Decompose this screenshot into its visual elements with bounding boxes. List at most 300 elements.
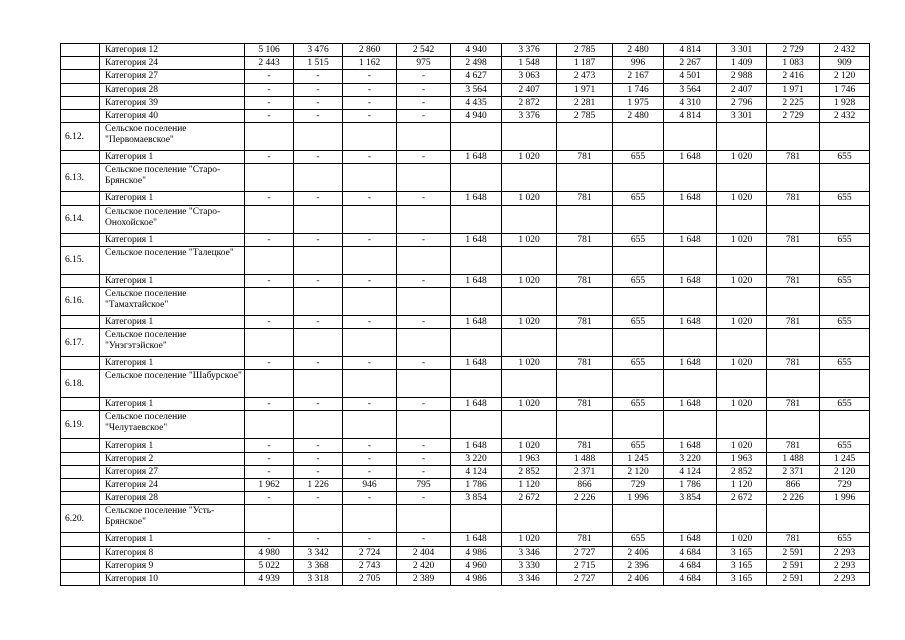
value-cell (451, 164, 502, 192)
row-number (61, 465, 100, 478)
table-row (61, 83, 870, 96)
value-cell: 781 (767, 315, 820, 328)
value-cell: 781 (557, 533, 613, 546)
value-cell: 781 (767, 533, 820, 546)
value-cell: 655 (820, 357, 870, 370)
value-cell: 655 (613, 274, 664, 287)
value-cell: - (397, 357, 451, 370)
value-cell (451, 123, 502, 151)
table-row (61, 274, 870, 287)
table-body (61, 44, 870, 586)
value-cell: - (343, 192, 397, 205)
table-row (61, 233, 870, 246)
value-cell (717, 164, 767, 192)
value-cell: 1 928 (820, 96, 870, 109)
value-cell: - (294, 192, 343, 205)
value-cell: 4 310 (664, 96, 717, 109)
value-cell: - (343, 109, 397, 122)
value-cell (767, 164, 820, 192)
value-cell: 655 (820, 192, 870, 205)
value-cell (245, 505, 294, 533)
value-cell: 1 020 (717, 233, 767, 246)
row-number (61, 151, 100, 164)
value-cell: 1 963 (717, 452, 767, 465)
value-cell: 1 120 (502, 479, 557, 492)
section-row (61, 123, 870, 151)
value-cell: 1 226 (294, 479, 343, 492)
value-cell: - (343, 274, 397, 287)
row-number (61, 398, 100, 411)
value-cell: 3 376 (502, 109, 557, 122)
value-cell: 655 (613, 533, 664, 546)
value-cell: - (294, 465, 343, 478)
value-cell: 1 996 (820, 492, 870, 505)
row-number: 6.12. (61, 123, 100, 151)
value-cell: - (397, 465, 451, 478)
value-cell: 655 (613, 357, 664, 370)
value-cell (502, 246, 557, 274)
table-row (61, 465, 870, 478)
value-cell: - (343, 357, 397, 370)
value-cell: 2 860 (343, 44, 397, 57)
value-cell: 4 684 (664, 572, 717, 585)
value-cell: - (245, 465, 294, 478)
value-cell: 1 020 (717, 439, 767, 452)
row-name: Категория 2 (100, 452, 245, 465)
value-cell: 1 020 (502, 151, 557, 164)
value-cell: 781 (767, 274, 820, 287)
value-cell: 1 648 (664, 233, 717, 246)
value-cell (343, 287, 397, 315)
row-number: 6.20. (61, 505, 100, 533)
value-cell: 1 020 (502, 398, 557, 411)
row-name: Сельское поселение "Тамахтайское" (100, 287, 245, 315)
value-cell: - (245, 274, 294, 287)
value-cell (451, 246, 502, 274)
row-name: Категория 28 (100, 492, 245, 505)
value-cell: 1 020 (717, 192, 767, 205)
value-cell: - (397, 192, 451, 205)
value-cell (294, 411, 343, 439)
value-cell: - (294, 233, 343, 246)
value-cell (397, 411, 451, 439)
table-row (61, 479, 870, 492)
value-cell (502, 370, 557, 398)
table-row (61, 315, 870, 328)
value-cell: 1 020 (502, 315, 557, 328)
value-cell: 2 542 (397, 44, 451, 57)
value-cell: 3 165 (717, 572, 767, 585)
row-number (61, 233, 100, 246)
value-cell: 2 167 (613, 70, 664, 83)
value-cell: 4 435 (451, 96, 502, 109)
value-cell: 4 124 (664, 465, 717, 478)
value-cell: - (294, 151, 343, 164)
value-cell: 1 083 (767, 57, 820, 70)
row-name: Категория 1 (100, 151, 245, 164)
value-cell (820, 329, 870, 357)
value-cell: - (397, 274, 451, 287)
value-cell: 5 106 (245, 44, 294, 57)
value-cell (397, 329, 451, 357)
value-cell: 3 854 (451, 492, 502, 505)
value-cell: - (245, 233, 294, 246)
value-cell: 3 220 (451, 452, 502, 465)
value-cell (664, 164, 717, 192)
row-number: 6.19. (61, 411, 100, 439)
table-row (61, 559, 870, 572)
value-cell: 1 648 (664, 315, 717, 328)
row-number (61, 439, 100, 452)
value-cell: 655 (613, 192, 664, 205)
value-cell: 781 (557, 274, 613, 287)
value-cell (820, 164, 870, 192)
value-cell: 655 (820, 315, 870, 328)
value-cell: - (397, 83, 451, 96)
value-cell: - (343, 315, 397, 328)
value-cell: 2 480 (613, 44, 664, 57)
value-cell: 1 786 (664, 479, 717, 492)
value-cell: - (245, 70, 294, 83)
table-row (61, 151, 870, 164)
value-cell: 1 245 (613, 452, 664, 465)
value-cell (820, 505, 870, 533)
value-cell (664, 123, 717, 151)
value-cell: 3 564 (451, 83, 502, 96)
value-cell (343, 164, 397, 192)
row-name: Сельское поселение "Старо-Онохойское" (100, 205, 245, 233)
row-name: Категория 40 (100, 109, 245, 122)
value-cell: 3 376 (502, 44, 557, 57)
value-cell: 2 724 (343, 546, 397, 559)
table-row (61, 546, 870, 559)
value-cell (294, 505, 343, 533)
value-cell: - (397, 452, 451, 465)
value-cell: - (343, 70, 397, 83)
row-name: Категория 27 (100, 465, 245, 478)
value-cell (245, 123, 294, 151)
row-name: Категория 1 (100, 357, 245, 370)
value-cell: 781 (557, 315, 613, 328)
row-name: Категория 9 (100, 559, 245, 572)
value-cell: 2 416 (767, 70, 820, 83)
value-cell (613, 123, 664, 151)
row-name: Категория 39 (100, 96, 245, 109)
value-cell: 2 293 (820, 546, 870, 559)
value-cell: 1 020 (717, 357, 767, 370)
value-cell: 655 (613, 233, 664, 246)
value-cell (767, 123, 820, 151)
value-cell (613, 287, 664, 315)
value-cell: 3 564 (664, 83, 717, 96)
section-row (61, 370, 870, 398)
row-name: Категория 28 (100, 83, 245, 96)
value-cell: 781 (557, 192, 613, 205)
value-cell (397, 370, 451, 398)
row-number (61, 274, 100, 287)
table-row (61, 44, 870, 57)
value-cell (245, 164, 294, 192)
row-number (61, 559, 100, 572)
value-cell: 781 (557, 439, 613, 452)
row-name: Категория 12 (100, 44, 245, 57)
value-cell: - (245, 357, 294, 370)
value-cell: 866 (767, 479, 820, 492)
row-name: Категория 1 (100, 439, 245, 452)
table-row (61, 492, 870, 505)
value-cell: 1 648 (664, 274, 717, 287)
value-cell (245, 329, 294, 357)
value-cell: 2 406 (613, 572, 664, 585)
value-cell (397, 205, 451, 233)
value-cell: 3 165 (717, 559, 767, 572)
value-cell: 2 120 (820, 465, 870, 478)
value-cell (557, 205, 613, 233)
value-cell: 1 648 (451, 315, 502, 328)
value-cell (294, 164, 343, 192)
value-cell: 655 (820, 533, 870, 546)
value-cell: 1 548 (502, 57, 557, 70)
value-cell: 2 407 (717, 83, 767, 96)
value-cell: 2 852 (502, 465, 557, 478)
value-cell (397, 287, 451, 315)
value-cell: 2 591 (767, 572, 820, 585)
value-cell: 781 (557, 151, 613, 164)
value-cell (557, 411, 613, 439)
value-cell (451, 411, 502, 439)
value-cell (502, 287, 557, 315)
value-cell: - (245, 533, 294, 546)
value-cell: 1 020 (502, 233, 557, 246)
value-cell (502, 205, 557, 233)
table-row (61, 452, 870, 465)
value-cell (451, 370, 502, 398)
value-cell: 2 672 (717, 492, 767, 505)
value-cell: 2 267 (664, 57, 717, 70)
table-row (61, 70, 870, 83)
value-cell (664, 205, 717, 233)
value-cell: 909 (820, 57, 870, 70)
value-cell (502, 164, 557, 192)
value-cell: 4 501 (664, 70, 717, 83)
value-cell: 2 281 (557, 96, 613, 109)
value-cell: 2 729 (767, 44, 820, 57)
row-number (61, 83, 100, 96)
value-cell (245, 287, 294, 315)
value-cell: - (294, 357, 343, 370)
value-cell: 2 404 (397, 546, 451, 559)
value-cell: - (343, 439, 397, 452)
value-cell: 2 785 (557, 109, 613, 122)
value-cell (767, 370, 820, 398)
value-cell: 2 443 (245, 57, 294, 70)
value-cell: 4 940 (451, 109, 502, 122)
value-cell: 3 346 (502, 572, 557, 585)
row-name: Категория 24 (100, 57, 245, 70)
value-cell: - (294, 533, 343, 546)
value-cell (397, 246, 451, 274)
value-cell: - (294, 315, 343, 328)
value-cell: 1 971 (767, 83, 820, 96)
value-cell: 3 301 (717, 44, 767, 57)
value-cell: 1 648 (664, 533, 717, 546)
value-cell (343, 205, 397, 233)
section-row (61, 246, 870, 274)
value-cell: 781 (767, 151, 820, 164)
value-cell: 4 939 (245, 572, 294, 585)
value-cell: 1 971 (557, 83, 613, 96)
table-row (61, 533, 870, 546)
value-cell (767, 329, 820, 357)
value-cell: 2 226 (557, 492, 613, 505)
value-cell (767, 205, 820, 233)
section-row (61, 287, 870, 315)
value-cell: 1 746 (613, 83, 664, 96)
value-cell: 3 346 (502, 546, 557, 559)
value-cell (717, 329, 767, 357)
value-cell: 4 814 (664, 44, 717, 57)
value-cell: 996 (613, 57, 664, 70)
row-number (61, 452, 100, 465)
value-cell: 2 293 (820, 572, 870, 585)
value-cell: - (397, 151, 451, 164)
table-row (61, 572, 870, 585)
value-cell: - (294, 109, 343, 122)
value-cell (502, 329, 557, 357)
value-cell: 4 814 (664, 109, 717, 122)
value-cell: 2 371 (557, 465, 613, 478)
value-cell: 1 648 (451, 398, 502, 411)
value-cell: 4 124 (451, 465, 502, 478)
value-cell: 1 020 (717, 533, 767, 546)
value-cell: 2 226 (767, 492, 820, 505)
value-cell (451, 287, 502, 315)
row-number (61, 44, 100, 57)
row-name: Сельское поселение "Талецкое" (100, 246, 245, 274)
value-cell: 781 (767, 233, 820, 246)
value-cell: - (245, 439, 294, 452)
row-name: Категория 8 (100, 546, 245, 559)
value-cell: - (294, 398, 343, 411)
value-cell: 1 648 (451, 233, 502, 246)
value-cell (820, 205, 870, 233)
value-cell: 1 648 (664, 151, 717, 164)
value-cell: 1 648 (664, 357, 717, 370)
value-cell (343, 246, 397, 274)
row-name: Сельское поселение "Усть-Брянское" (100, 505, 245, 533)
row-number: 6.18. (61, 370, 100, 398)
row-name: Категория 24 (100, 479, 245, 492)
value-cell: 1 020 (502, 357, 557, 370)
value-cell: 2 796 (717, 96, 767, 109)
value-cell: 655 (820, 151, 870, 164)
value-cell: 1 648 (451, 357, 502, 370)
value-cell (343, 505, 397, 533)
row-name: Сельское поселение "Унэгэтэйское" (100, 329, 245, 357)
table-row (61, 357, 870, 370)
value-cell: - (397, 70, 451, 83)
row-number (61, 546, 100, 559)
value-cell: 3 330 (502, 559, 557, 572)
value-cell: 1 020 (502, 439, 557, 452)
value-cell: 2 432 (820, 44, 870, 57)
value-cell: 1 648 (451, 151, 502, 164)
value-cell: 1 488 (557, 452, 613, 465)
value-cell (820, 246, 870, 274)
value-cell (294, 287, 343, 315)
value-cell: 2 672 (502, 492, 557, 505)
value-cell: 2 293 (820, 559, 870, 572)
value-cell: 2 120 (820, 70, 870, 83)
row-name: Сельское поселение "Шабурское" (100, 370, 245, 398)
value-cell: 1 996 (613, 492, 664, 505)
value-cell (451, 505, 502, 533)
value-cell (613, 505, 664, 533)
value-cell (717, 505, 767, 533)
value-cell: 3 368 (294, 559, 343, 572)
value-cell: - (245, 315, 294, 328)
value-cell: 975 (397, 57, 451, 70)
value-cell: - (294, 274, 343, 287)
value-cell (557, 329, 613, 357)
value-cell (767, 287, 820, 315)
value-cell (294, 123, 343, 151)
row-number: 6.14. (61, 205, 100, 233)
value-cell (717, 246, 767, 274)
value-cell: 655 (613, 439, 664, 452)
value-cell: 2 715 (557, 559, 613, 572)
value-cell (245, 246, 294, 274)
value-cell: - (245, 96, 294, 109)
row-number (61, 70, 100, 83)
value-cell: 1 963 (502, 452, 557, 465)
value-cell: - (343, 151, 397, 164)
section-row (61, 205, 870, 233)
row-number (61, 315, 100, 328)
value-cell (767, 246, 820, 274)
value-cell (245, 205, 294, 233)
row-name: Сельское поселение "Первомаевское" (100, 123, 245, 151)
value-cell (664, 287, 717, 315)
table-row (61, 57, 870, 70)
value-cell: 4 986 (451, 572, 502, 585)
value-cell: 2 473 (557, 70, 613, 83)
value-cell (664, 370, 717, 398)
value-cell: 655 (613, 151, 664, 164)
value-cell: 4 986 (451, 546, 502, 559)
value-cell: 655 (820, 398, 870, 411)
value-cell (502, 411, 557, 439)
value-cell (613, 164, 664, 192)
value-cell: 866 (557, 479, 613, 492)
value-cell: 1 648 (664, 192, 717, 205)
value-cell: 4 684 (664, 546, 717, 559)
value-cell: - (397, 439, 451, 452)
value-cell: 2 371 (767, 465, 820, 478)
value-cell: 781 (767, 192, 820, 205)
value-cell: 4 960 (451, 559, 502, 572)
value-cell: 1 409 (717, 57, 767, 70)
table-row (61, 109, 870, 122)
value-cell: - (343, 398, 397, 411)
value-cell: 1 648 (451, 533, 502, 546)
value-cell: - (294, 439, 343, 452)
value-cell: - (397, 96, 451, 109)
value-cell: 1 746 (820, 83, 870, 96)
value-cell (557, 505, 613, 533)
value-cell: 1 786 (451, 479, 502, 492)
value-cell (397, 123, 451, 151)
